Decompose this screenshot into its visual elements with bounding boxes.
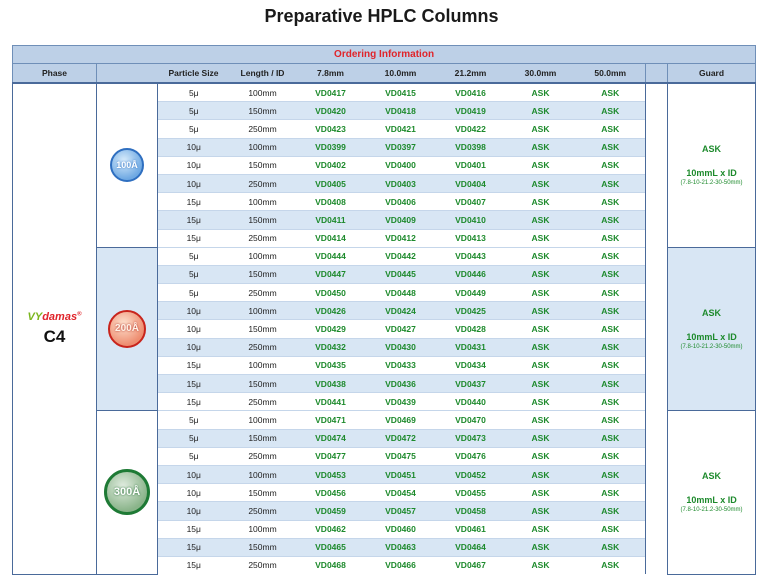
pore-size-cell (97, 247, 158, 411)
part-number-cell: VD0404 (436, 174, 506, 192)
table-row (13, 247, 756, 265)
pore-size-badge-icon: 200Å (108, 310, 146, 348)
particle-size-cell: 15μ (158, 211, 230, 229)
part-number-cell: VD0456 (296, 484, 366, 502)
part-number-cell: ASK (506, 83, 576, 102)
ordering-information-header: Ordering Information (13, 46, 756, 64)
particle-size-cell: 15μ (158, 193, 230, 211)
part-number-cell: VD0452 (436, 465, 506, 483)
part-number-cell: ASK (576, 484, 646, 502)
part-number-cell: VD0472 (366, 429, 436, 447)
part-number-cell: VD0402 (296, 156, 366, 174)
table-row (13, 411, 756, 429)
part-number-cell: ASK (576, 320, 646, 338)
part-number-cell: VD0420 (296, 102, 366, 120)
part-number-cell: VD0466 (366, 556, 436, 574)
part-number-cell: ASK (506, 375, 576, 393)
length-cell: 250mm (230, 447, 296, 465)
part-number-cell: ASK (576, 156, 646, 174)
part-number-cell: VD0423 (296, 120, 366, 138)
length-cell: 150mm (230, 102, 296, 120)
guard-length: 10mmL x ID (686, 495, 737, 506)
part-number-cell: VD0431 (436, 338, 506, 356)
part-number-cell: VD0424 (366, 302, 436, 320)
part-number-cell: ASK (576, 284, 646, 302)
part-number-cell: VD0412 (366, 229, 436, 247)
part-number-cell: ASK (506, 302, 576, 320)
part-number-cell: ASK (576, 338, 646, 356)
pore-size-badge-icon: 100Å (110, 148, 144, 182)
part-number-cell: VD0398 (436, 138, 506, 156)
part-number-cell: VD0399 (296, 138, 366, 156)
part-number-cell: ASK (576, 538, 646, 556)
part-number-cell: VD0400 (366, 156, 436, 174)
guard-id-list: (7.8-10-21.2-30-50mm) (680, 344, 743, 351)
part-number-cell: VD0457 (366, 502, 436, 520)
part-number-cell: ASK (576, 447, 646, 465)
part-number-cell: VD0410 (436, 211, 506, 229)
part-number-cell: VD0475 (366, 447, 436, 465)
length-cell: 150mm (230, 375, 296, 393)
length-cell: 100mm (230, 247, 296, 265)
id-10-column-header: 10.0mm (366, 64, 436, 84)
part-number-cell: VD0465 (296, 538, 366, 556)
particle-size-cell: 15μ (158, 229, 230, 247)
part-number-cell: ASK (506, 393, 576, 411)
particle-size-cell: 5μ (158, 247, 230, 265)
part-number-cell: VD0436 (366, 375, 436, 393)
id-50-column-header: 50.0mm (576, 64, 646, 84)
part-number-cell: VD0441 (296, 393, 366, 411)
length-cell: 100mm (230, 356, 296, 374)
part-number-cell: VD0435 (296, 356, 366, 374)
particle-size-cell: 5μ (158, 411, 230, 429)
length-cell: 150mm (230, 156, 296, 174)
part-number-cell: VD0451 (366, 465, 436, 483)
part-number-cell: VD0438 (296, 375, 366, 393)
gap-column-header (646, 64, 668, 84)
particle-size-cell: 5μ (158, 284, 230, 302)
part-number-cell: VD0450 (296, 284, 366, 302)
part-number-cell: ASK (576, 556, 646, 574)
part-number-cell: ASK (506, 120, 576, 138)
part-number-cell: VD0426 (296, 302, 366, 320)
particle-size-cell: 5μ (158, 265, 230, 283)
guard-id-list: (7.8-10-21.2-30-50mm) (680, 180, 743, 187)
blank-column-header (97, 64, 158, 84)
part-number-cell: VD0454 (366, 484, 436, 502)
id-7-8-column-header: 7.8mm (296, 64, 366, 84)
part-number-cell: ASK (576, 520, 646, 538)
particle-size-cell: 10μ (158, 156, 230, 174)
part-number-cell: ASK (506, 465, 576, 483)
particle-size-cell: 5μ (158, 429, 230, 447)
guard-cell (668, 83, 756, 247)
part-number-cell: ASK (576, 83, 646, 102)
part-number-cell: VD0419 (436, 102, 506, 120)
part-number-cell: VD0446 (436, 265, 506, 283)
part-number-cell: VD0473 (436, 429, 506, 447)
part-number-cell: ASK (506, 447, 576, 465)
part-number-cell: ASK (576, 138, 646, 156)
length-cell: 150mm (230, 484, 296, 502)
guard-cell (668, 411, 756, 574)
particle-size-cell: 15μ (158, 375, 230, 393)
length-cell: 150mm (230, 538, 296, 556)
part-number-cell: VD0425 (436, 302, 506, 320)
part-number-cell: ASK (506, 484, 576, 502)
part-number-cell: VD0415 (366, 83, 436, 102)
particle-size-cell: 10μ (158, 484, 230, 502)
part-number-cell: VD0449 (436, 284, 506, 302)
length-cell: 250mm (230, 556, 296, 574)
part-number-cell: VD0406 (366, 193, 436, 211)
part-number-cell: VD0458 (436, 502, 506, 520)
part-number-cell: VD0461 (436, 520, 506, 538)
part-number-cell: VD0427 (366, 320, 436, 338)
part-number-cell: VD0418 (366, 102, 436, 120)
part-number-cell: ASK (506, 229, 576, 247)
part-number-cell: VD0464 (436, 538, 506, 556)
part-number-cell: VD0467 (436, 556, 506, 574)
part-number-cell: VD0439 (366, 393, 436, 411)
part-number-cell: VD0437 (436, 375, 506, 393)
part-number-cell: VD0453 (296, 465, 366, 483)
part-number-cell: ASK (506, 138, 576, 156)
part-number-cell: VD0443 (436, 247, 506, 265)
length-cell: 250mm (230, 338, 296, 356)
part-number-cell: ASK (506, 174, 576, 192)
part-number-cell: VD0405 (296, 174, 366, 192)
part-number-cell: VD0409 (366, 211, 436, 229)
particle-size-cell: 10μ (158, 174, 230, 192)
part-number-cell: VD0471 (296, 411, 366, 429)
guard-length: 10mmL x ID (686, 332, 737, 343)
particle-size-cell: 15μ (158, 538, 230, 556)
length-cell: 250mm (230, 502, 296, 520)
part-number-cell: ASK (506, 502, 576, 520)
ordering-table (12, 45, 756, 575)
part-number-cell: ASK (506, 429, 576, 447)
gap-column (646, 83, 668, 574)
phase-cell (13, 83, 97, 574)
part-number-cell: ASK (506, 520, 576, 538)
length-cell: 100mm (230, 138, 296, 156)
id-30-column-header: 30.0mm (506, 64, 576, 84)
part-number-cell: ASK (576, 265, 646, 283)
part-number-cell: ASK (576, 229, 646, 247)
part-number-cell: VD0432 (296, 338, 366, 356)
part-number-cell: VD0433 (366, 356, 436, 374)
particle-size-cell: 15μ (158, 356, 230, 374)
part-number-cell: VD0447 (296, 265, 366, 283)
length-cell: 250mm (230, 284, 296, 302)
particle-size-cell: 10μ (158, 138, 230, 156)
length-cell: 100mm (230, 520, 296, 538)
part-number-cell: VD0408 (296, 193, 366, 211)
particle-size-cell: 15μ (158, 520, 230, 538)
part-number-cell: VD0429 (296, 320, 366, 338)
part-number-cell: ASK (506, 211, 576, 229)
part-number-cell: ASK (576, 193, 646, 211)
part-number-cell: ASK (576, 465, 646, 483)
particle-size-cell: 5μ (158, 447, 230, 465)
length-cell: 100mm (230, 411, 296, 429)
table-row (13, 83, 756, 102)
part-number-cell: ASK (506, 320, 576, 338)
part-number-cell: VD0476 (436, 447, 506, 465)
page-title: Preparative HPLC Columns (264, 6, 499, 26)
part-number-cell: VD0463 (366, 538, 436, 556)
pore-size-cell (97, 411, 158, 574)
part-number-cell: VD0455 (436, 484, 506, 502)
particle-size-column-header: Particle Size (158, 64, 230, 84)
part-number-cell: VD0422 (436, 120, 506, 138)
particle-size-cell: 10μ (158, 320, 230, 338)
part-number-cell: VD0401 (436, 156, 506, 174)
part-number-cell: VD0468 (296, 556, 366, 574)
phase-column-header: Phase (13, 64, 97, 84)
part-number-cell: ASK (576, 356, 646, 374)
part-number-cell: VD0434 (436, 356, 506, 374)
part-number-cell: VD0413 (436, 229, 506, 247)
part-number-cell: VD0440 (436, 393, 506, 411)
part-number-cell: VD0416 (436, 83, 506, 102)
length-cell: 150mm (230, 320, 296, 338)
length-cell: 150mm (230, 265, 296, 283)
length-cell: 250mm (230, 393, 296, 411)
part-number-cell: ASK (576, 211, 646, 229)
part-number-cell: ASK (576, 411, 646, 429)
part-number-cell: ASK (506, 338, 576, 356)
particle-size-cell: 5μ (158, 102, 230, 120)
part-number-cell: VD0448 (366, 284, 436, 302)
pore-size-badge-icon: 300Å (104, 469, 150, 515)
part-number-cell: ASK (576, 174, 646, 192)
part-number-cell: VD0445 (366, 265, 436, 283)
guard-ask: ASK (702, 471, 722, 482)
part-number-cell: VD0397 (366, 138, 436, 156)
part-number-cell: ASK (506, 247, 576, 265)
particle-size-cell: 10μ (158, 465, 230, 483)
part-number-cell: ASK (576, 502, 646, 520)
guard-ask: ASK (702, 144, 722, 155)
part-number-cell: ASK (576, 375, 646, 393)
ordering-table-container (12, 45, 755, 579)
part-number-cell: VD0442 (366, 247, 436, 265)
part-number-cell: ASK (576, 393, 646, 411)
part-number-cell: VD0411 (296, 211, 366, 229)
part-number-cell: ASK (506, 538, 576, 556)
part-number-cell: ASK (576, 102, 646, 120)
id-21-2-column-header: 21.2mm (436, 64, 506, 84)
part-number-cell: VD0407 (436, 193, 506, 211)
part-number-cell: VD0474 (296, 429, 366, 447)
particle-size-cell: 10μ (158, 302, 230, 320)
guard-column-header: Guard (668, 64, 756, 84)
guard-length: 10mmL x ID (686, 168, 737, 179)
phase-name: C4 (43, 326, 66, 346)
part-number-cell: ASK (576, 120, 646, 138)
part-number-cell: VD0417 (296, 83, 366, 102)
length-cell: 100mm (230, 193, 296, 211)
part-number-cell: ASK (576, 247, 646, 265)
particle-size-cell: 5μ (158, 83, 230, 102)
part-number-cell: ASK (506, 556, 576, 574)
part-number-cell: ASK (506, 356, 576, 374)
part-number-cell: VD0444 (296, 247, 366, 265)
part-number-cell: VD0460 (366, 520, 436, 538)
part-number-cell: ASK (506, 193, 576, 211)
particle-size-cell: 15μ (158, 556, 230, 574)
length-cell: 100mm (230, 465, 296, 483)
guard-cell (668, 247, 756, 411)
length-cell: 250mm (230, 120, 296, 138)
part-number-cell: VD0430 (366, 338, 436, 356)
part-number-cell: ASK (506, 102, 576, 120)
vydamas-brand-logo: VYdamas® (27, 310, 82, 323)
part-number-cell: VD0477 (296, 447, 366, 465)
part-number-cell: VD0428 (436, 320, 506, 338)
part-number-cell: VD0462 (296, 520, 366, 538)
particle-size-cell: 10μ (158, 502, 230, 520)
particle-size-cell: 5μ (158, 120, 230, 138)
length-cell: 100mm (230, 302, 296, 320)
particle-size-cell: 10μ (158, 338, 230, 356)
particle-size-cell: 15μ (158, 393, 230, 411)
part-number-cell: VD0469 (366, 411, 436, 429)
length-id-column-header: Length / ID (230, 64, 296, 84)
pore-size-cell (97, 83, 158, 247)
part-number-cell: ASK (576, 302, 646, 320)
length-cell: 150mm (230, 211, 296, 229)
part-number-cell: VD0414 (296, 229, 366, 247)
length-cell: 250mm (230, 229, 296, 247)
guard-ask: ASK (702, 308, 722, 319)
part-number-cell: ASK (506, 284, 576, 302)
length-cell: 250mm (230, 174, 296, 192)
part-number-cell: VD0403 (366, 174, 436, 192)
length-cell: 100mm (230, 83, 296, 102)
part-number-cell: ASK (576, 429, 646, 447)
part-number-cell: VD0421 (366, 120, 436, 138)
part-number-cell: VD0470 (436, 411, 506, 429)
part-number-cell: ASK (506, 156, 576, 174)
part-number-cell: ASK (506, 265, 576, 283)
part-number-cell: ASK (506, 411, 576, 429)
guard-id-list: (7.8-10-21.2-30-50mm) (680, 507, 743, 514)
length-cell: 150mm (230, 429, 296, 447)
part-number-cell: VD0459 (296, 502, 366, 520)
